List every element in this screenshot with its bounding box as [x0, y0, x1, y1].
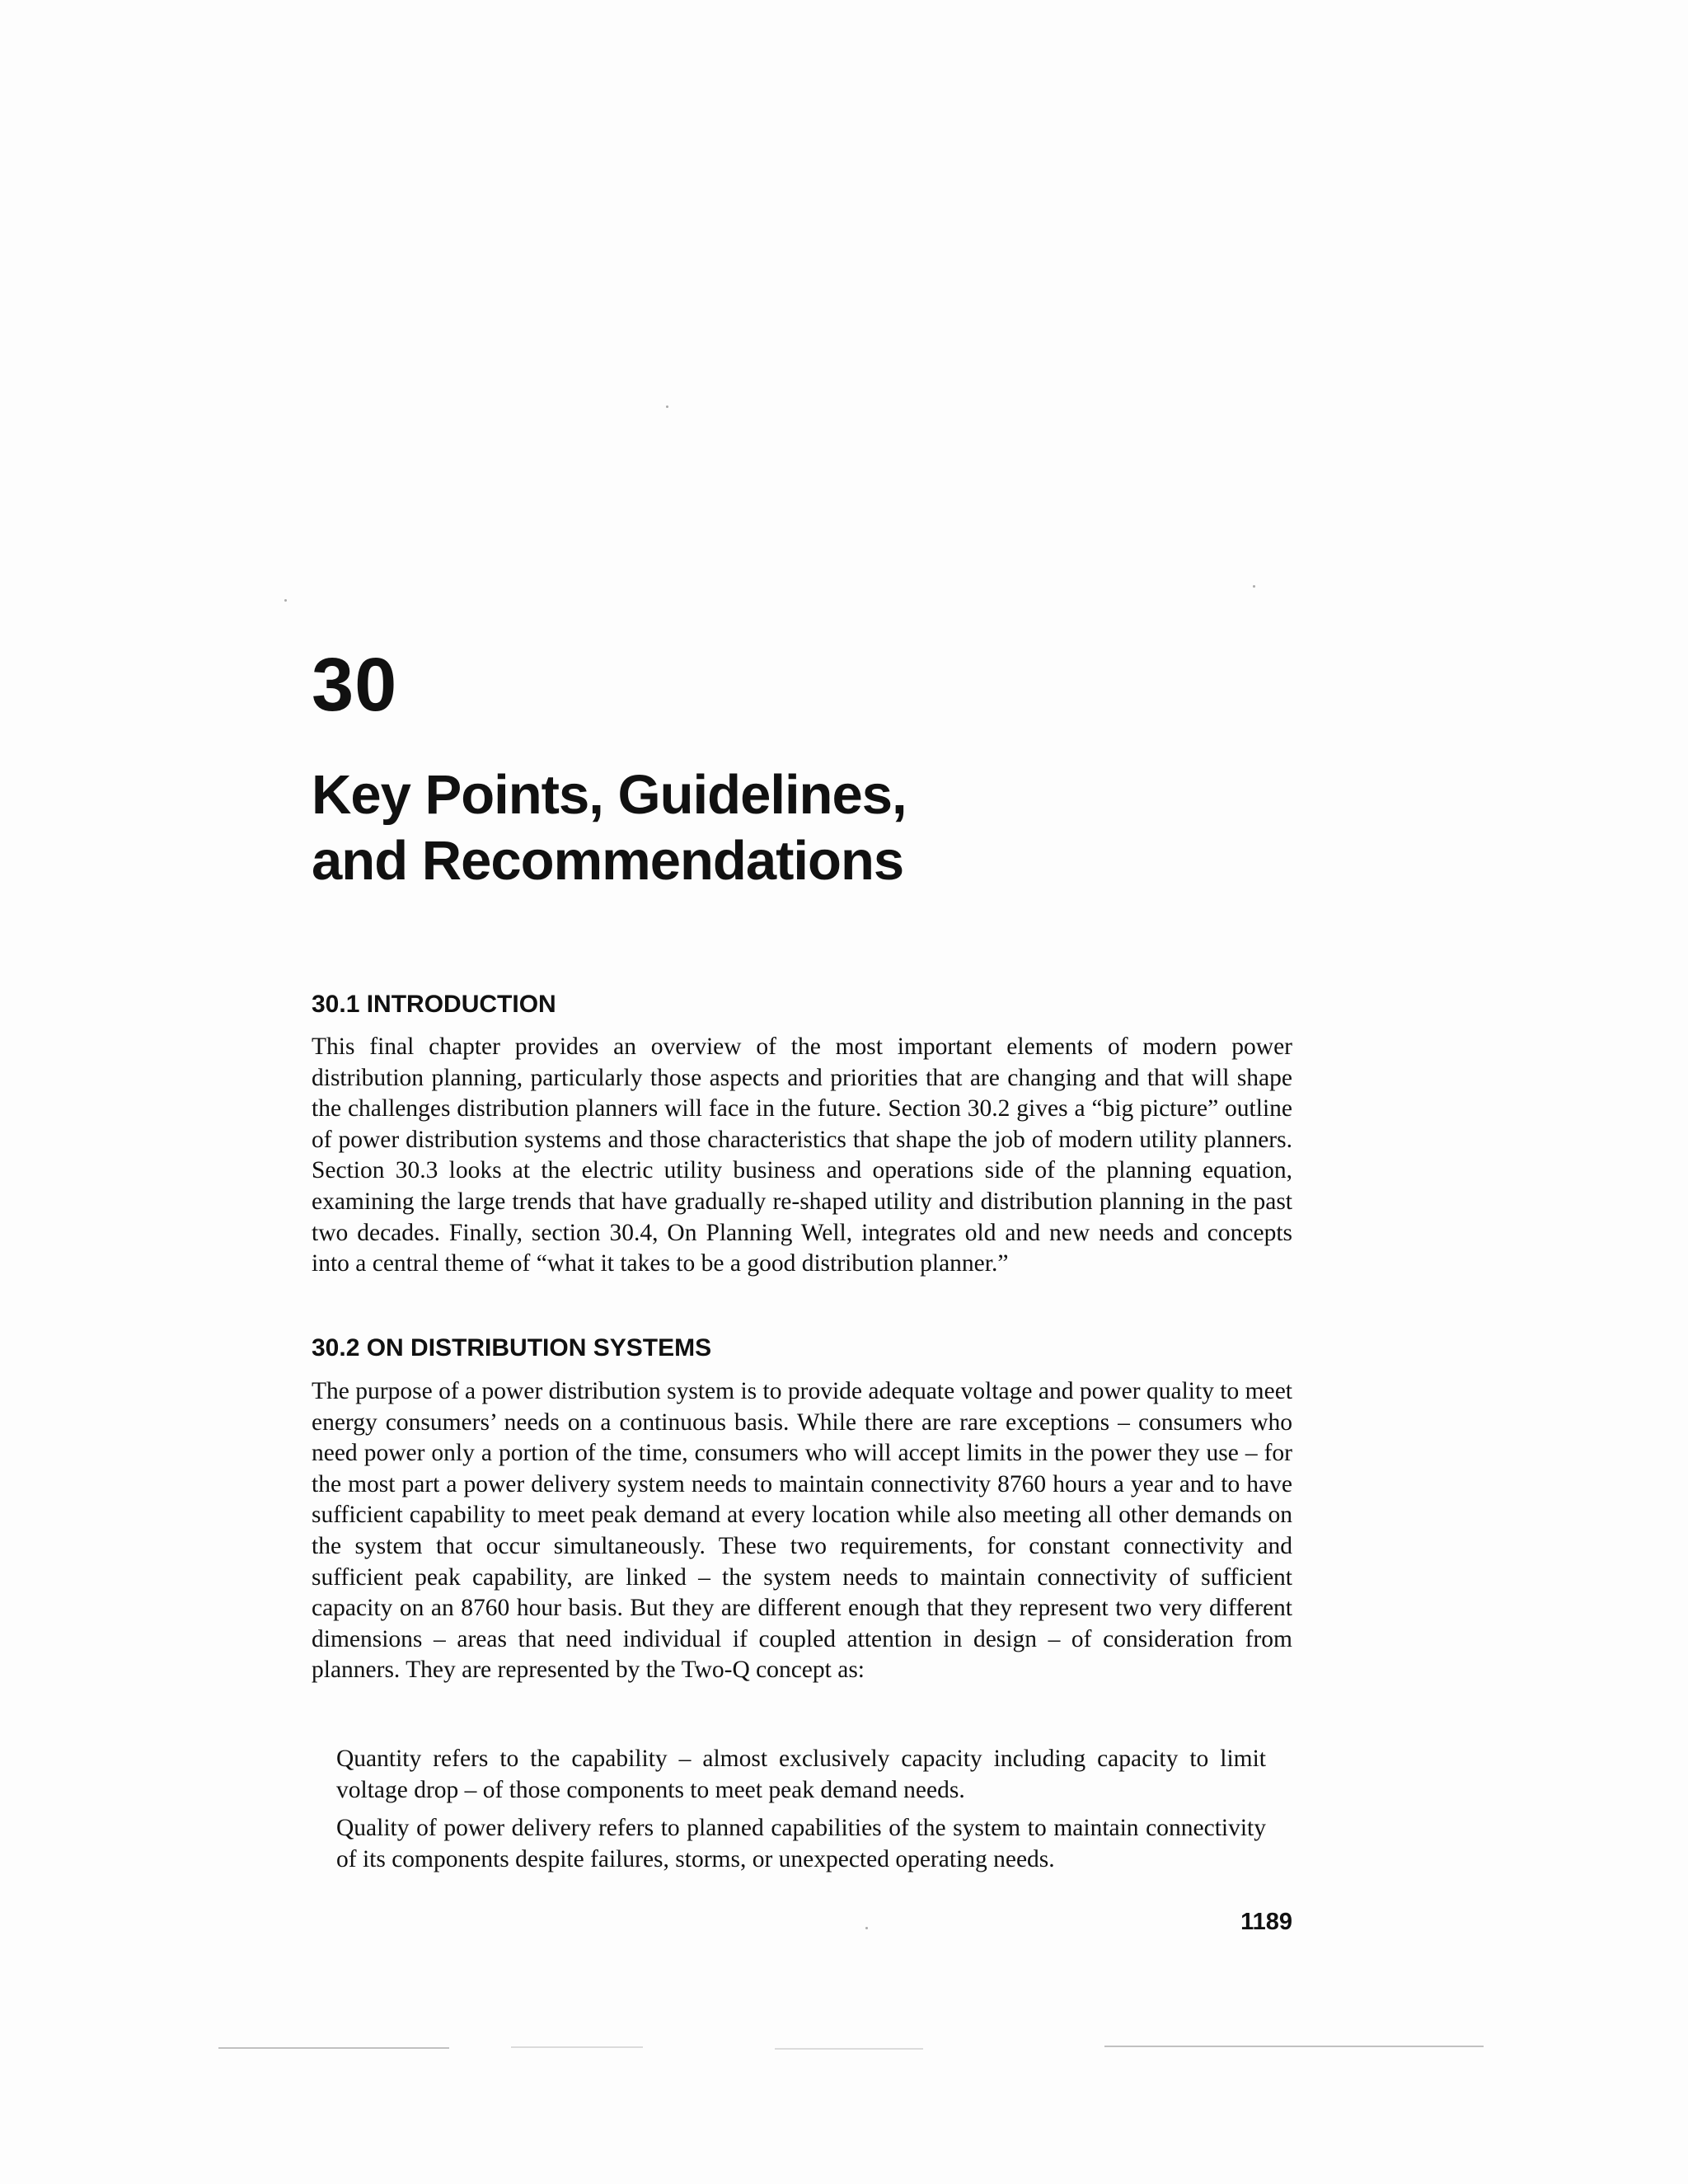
scan-artifact	[1104, 2046, 1484, 2047]
chapter-title-line-1: Key Points, Guidelines,	[312, 764, 907, 826]
quality-definition: Quality of power delivery refers to planned capabilities of the system to maintain connectivity of its components despite failures, storms, or unexpected operating needs.	[336, 1815, 1266, 1872]
introduction-paragraph: This final chapter provides an overview of the most important elements of modern power distribution planning, particularly those aspects and priorities that are changing and that will shape the challenges distribution planners will face in the future. Section 30.2 gives a “big picture” outline of power distribution systems and those characteristics that shape the job of modern utility planners. Section 30.3 looks at the electric utility business and operations side of the planning equation, examining the large trends that have gradually re-shaped utility and distribution planning in the past two decades. Finally, section 30.4, On Planning Well, integrates old and new needs and concepts into a central theme of “what it takes to be a good distribution planner.”	[312, 1033, 1292, 1277]
quantity-definition: Quantity refers to the capability – almost exclusively capacity including capacity to limit voltage drop – of those components to meet peak demand needs.	[336, 1746, 1266, 1803]
section-heading-introduction: 30.1 INTRODUCTION	[312, 991, 556, 1018]
scan-artifact	[775, 2048, 923, 2050]
scan-artifact	[218, 2047, 449, 2049]
chapter-title	[312, 762, 1383, 894]
scan-speck	[666, 405, 668, 408]
distribution-systems-paragraph: The purpose of a power distribution system is to provide adequate voltage and power quality to meet energy consumers’ needs on a continuous basis. While there are rare exceptions – consumers who need power only a portion of the time, consumers who will accept limits in the power they use – for the most part a power delivery system needs to maintain connectivity 8760 hours a year and to have sufficient capability to meet peak demand at every location while also meeting all other demands on the system that occur simultaneously. These two requirements, for constant connectivity and sufficient peak capability, are linked – the system needs to maintain connectivity of sufficient capacity on an 8760 hour basis. But they are different enough that they represent two very different dimensions – areas that need individual if coupled attention in design – of consideration from planners. They are represented by the Two-Q concept as:	[312, 1378, 1292, 1684]
scan-speck	[1253, 585, 1255, 588]
page-number: 1189	[1240, 1909, 1292, 1935]
section-heading-distribution-systems: 30.2 ON DISTRIBUTION SYSTEMS	[312, 1334, 712, 1361]
scan-speck	[284, 599, 287, 602]
chapter-title-line-2: and Recommendations	[312, 830, 904, 892]
chapter-number: 30	[312, 643, 398, 727]
scan-artifact	[511, 2046, 643, 2048]
scan-speck	[865, 1927, 868, 1929]
